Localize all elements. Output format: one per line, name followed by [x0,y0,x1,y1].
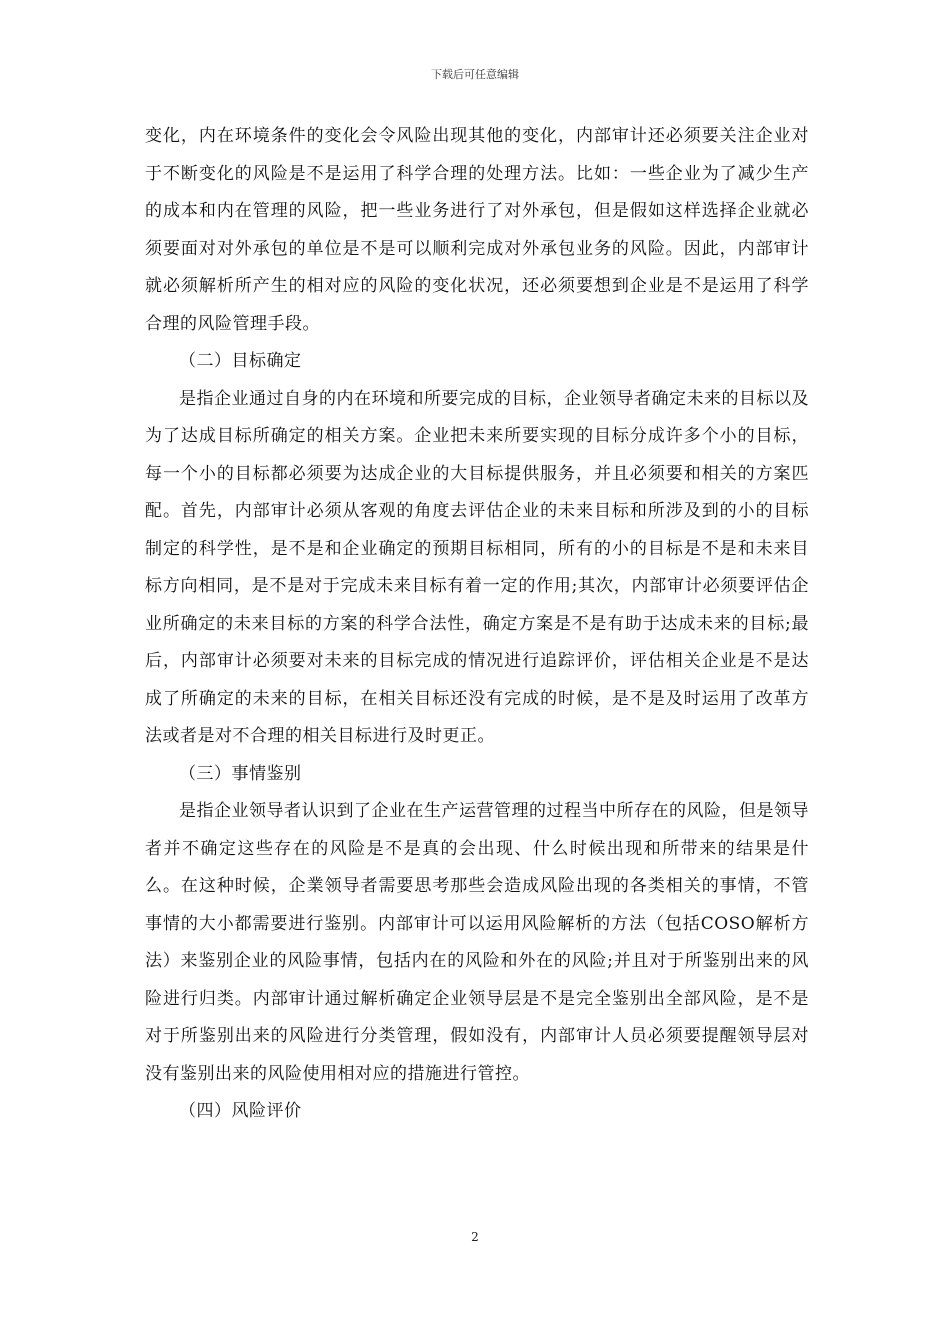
page-header: 下载后可任意编辑 [431,68,519,81]
paragraph-event-identification: 是指企业领导者认识到了企业在生产运营管理的过程当中所存在的风险，但是领导者并不确定这些存在的风险是不是真的会出现、什么时候出现和所带来的结果是什么。在这种时候，企業领导者需要思考那些会造成风险出现的各类相关的事情，不管事情的大小都需要进行鉴别。内部审计可以运用风险解析的方法（包括COSO解析方法）来鉴别企业的风险事情，包括内在的风险和外在的风险;并且对于所鉴别出来的风险进行归类。内部审计通过解析确定企业领导层是不是完全鉴别出全部风险，是不是对于所鉴别出来的风险进行分类管理，假如没有，内部审计人员必须要提醒领导层对没有鉴别出来的风险使用相对应的措施进行管控。 [145,801,809,1084]
paragraph-continued: 变化，内在环境条件的变化会令风险出现其他的变化，内部审计还必须要关注企业对于不断变化的风险是不是运用了科学合理的处理方法。比如：一些企业为了减少生产的成本和内在管理的风险，把一些业务进行了对外承包，但是假如这样选择企业就必须要面对对外承包的单位是不是可以顺利完成对外承包业务的风险。因此，内部审计就必须解析所产生的相对应的风险的变化状况，还必须要想到企业是不是运用了科学合理的风险管理手段。 [145,126,809,334]
section-heading-objective-setting: （二）目标确定 [179,351,302,371]
section-heading-event-identification: （三）事情鉴别 [179,763,302,784]
paragraph-objective-setting: 是指企业通过自身的内在环境和所要完成的目标，企业领导者确定未来的目标以及为了达成目标所确定的相关方案。企业把未来所要实现的目标分成许多个小的目标，每一个小的目标都必须要为达成企业的大目标提供服务，并且必须要和相关的方案匹配。首先，内部审计必须从客观的角度去评估企业的未来目标和所涉及到的小的目标制定的科学性，是不是和企业确定的预期目标相同，所有的小的目标是不是和未来目标方向相同，是不是对于完成未来目标有着一定的作用;其次，内部审计必须要评估企业所确定的未来目标的方案的科学合法性，确定方案是不是有助于达成未来的目标;最后，内部审计必须要对未来的目标完成的情况进行追踪评价，评估相关企业是不是达成了所确定的未来的目标，在相关目标还没有完成的时候，是不是及时运用了改革方法或者是对不合理的相关目标进行及时更正。 [145,388,809,746]
page-number: 2 [471,1230,479,1244]
section-heading-risk-assessment: （四）风险评价 [179,1101,302,1121]
document-body [145,118,809,1131]
